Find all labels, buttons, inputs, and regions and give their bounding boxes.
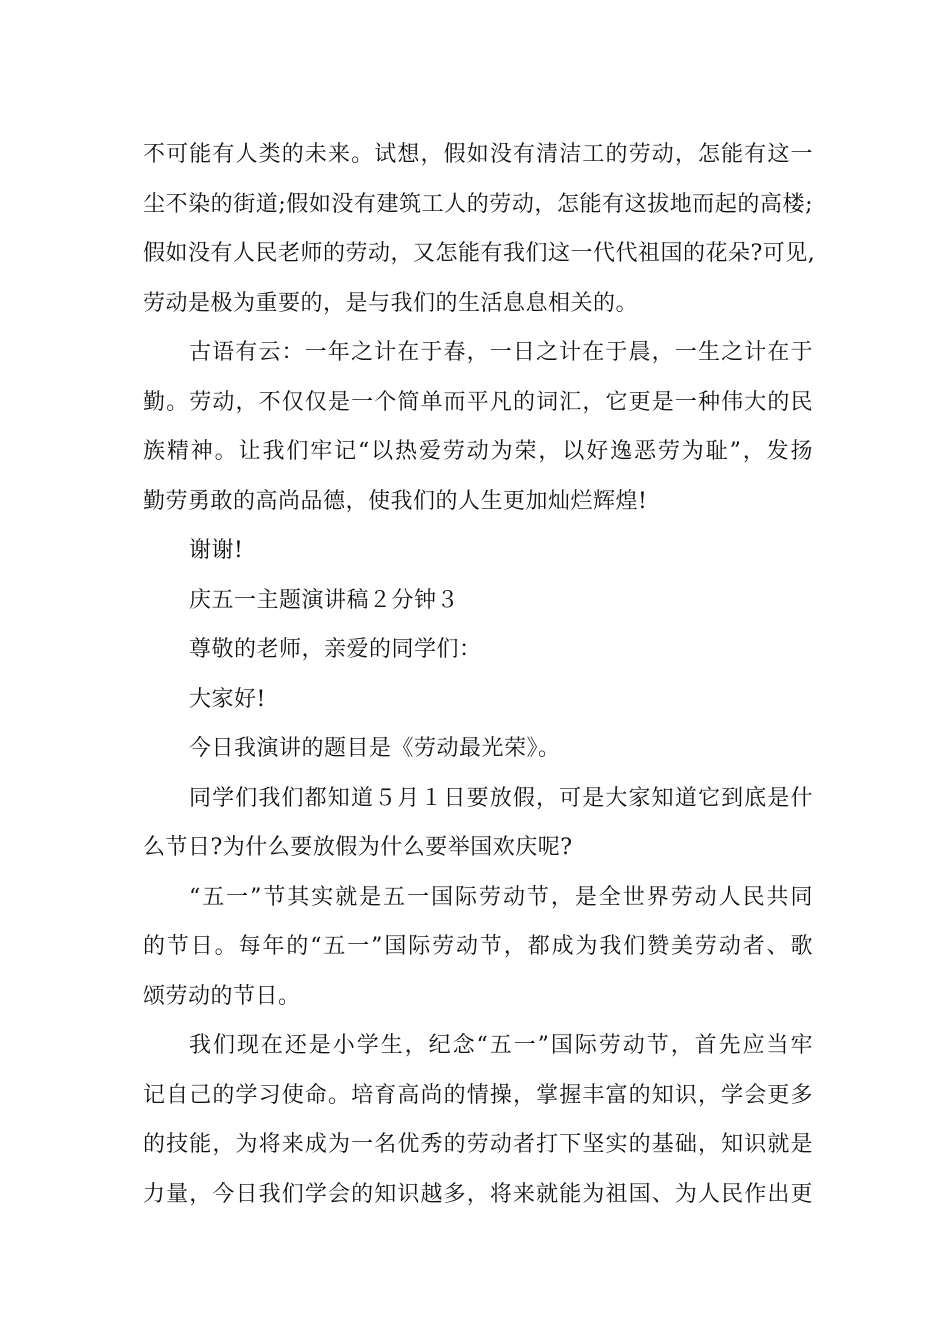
text-line: 么节日?为什么要放假为什么要举国欢庆呢?: [143, 835, 573, 860]
document-body: [143, 130, 816, 1219]
text-line: 的节日。每年的“五一”国际劳动节，都成为我们赞美劳动者、歌: [143, 934, 813, 959]
text-line: 力量，今日我们学会的知识越多，将来就能为祖国、为人民作出更: [143, 1181, 813, 1207]
text-line: 记自己的学习使命。培育高尚的情操，掌握丰富的知识，学会更多: [143, 1082, 813, 1108]
paragraph-thanks: [143, 526, 813, 576]
text-line: 尘不染的街道;假如没有建筑工人的劳动，怎能有这拔地而起的高楼;: [143, 191, 813, 217]
text-line: 古语有云：一年之计在于春，一日之计在于晨，一生之计在于: [189, 340, 813, 365]
text-line: 不可能有人类的未来。试想，假如没有清洁工的劳动，怎能有这一: [143, 142, 813, 167]
text-line: 尊敬的老师，亲爱的同学们：: [189, 637, 482, 662]
text-line: 假如没有人民老师的劳动，又怎能有我们这一代代祖国的花朵?可见,: [143, 241, 816, 266]
text-line: 谢谢!: [189, 538, 244, 563]
text-line: 庆五一主题演讲稿２分钟３: [189, 587, 460, 613]
text-line: 勤。劳动，不仅仅是一个简单而平凡的词汇，它更是一种伟大的民: [143, 389, 813, 415]
paragraph-holiday-question: [143, 774, 813, 873]
text-line: 族精神。让我们牢记“以热爱劳动为荣，以好逸恶劳为耻”，发扬: [143, 439, 813, 464]
text-line: 今日我演讲的题目是《劳动最光荣》。: [189, 736, 561, 761]
text-line: 劳动是极为重要的，是与我们的生活息息相关的。: [143, 290, 639, 316]
paragraph-greeting: [143, 675, 813, 725]
speech-title: [143, 576, 813, 626]
paragraph-student-mission: [143, 1021, 813, 1219]
paragraph-topic: [143, 724, 813, 774]
text-line: 的技能，为将来成为一名优秀的劳动者打下坚实的基础，知识就是: [143, 1132, 813, 1157]
paragraph-future-of-labor: [143, 130, 816, 328]
text-line: 大家好!: [189, 686, 266, 712]
text-line: 同学们我们都知道５月１日要放假，可是大家知道它到底是什: [189, 785, 813, 811]
paragraph-labor-day: [143, 873, 813, 1022]
text-line: “五一”节其实就是五一国际劳动节，是全世界劳动人民共同: [189, 884, 813, 910]
text-line: 我们现在还是小学生，纪念“五一”国际劳动节，首先应当牢: [189, 1033, 813, 1058]
text-line: 颂劳动的节日。: [143, 983, 301, 1009]
paragraph-salutation: [143, 625, 813, 675]
paragraph-ancient-saying: [143, 328, 813, 526]
text-line: 勤劳勇敢的高尚品德，使我们的人生更加灿烂辉煌!: [143, 488, 648, 514]
